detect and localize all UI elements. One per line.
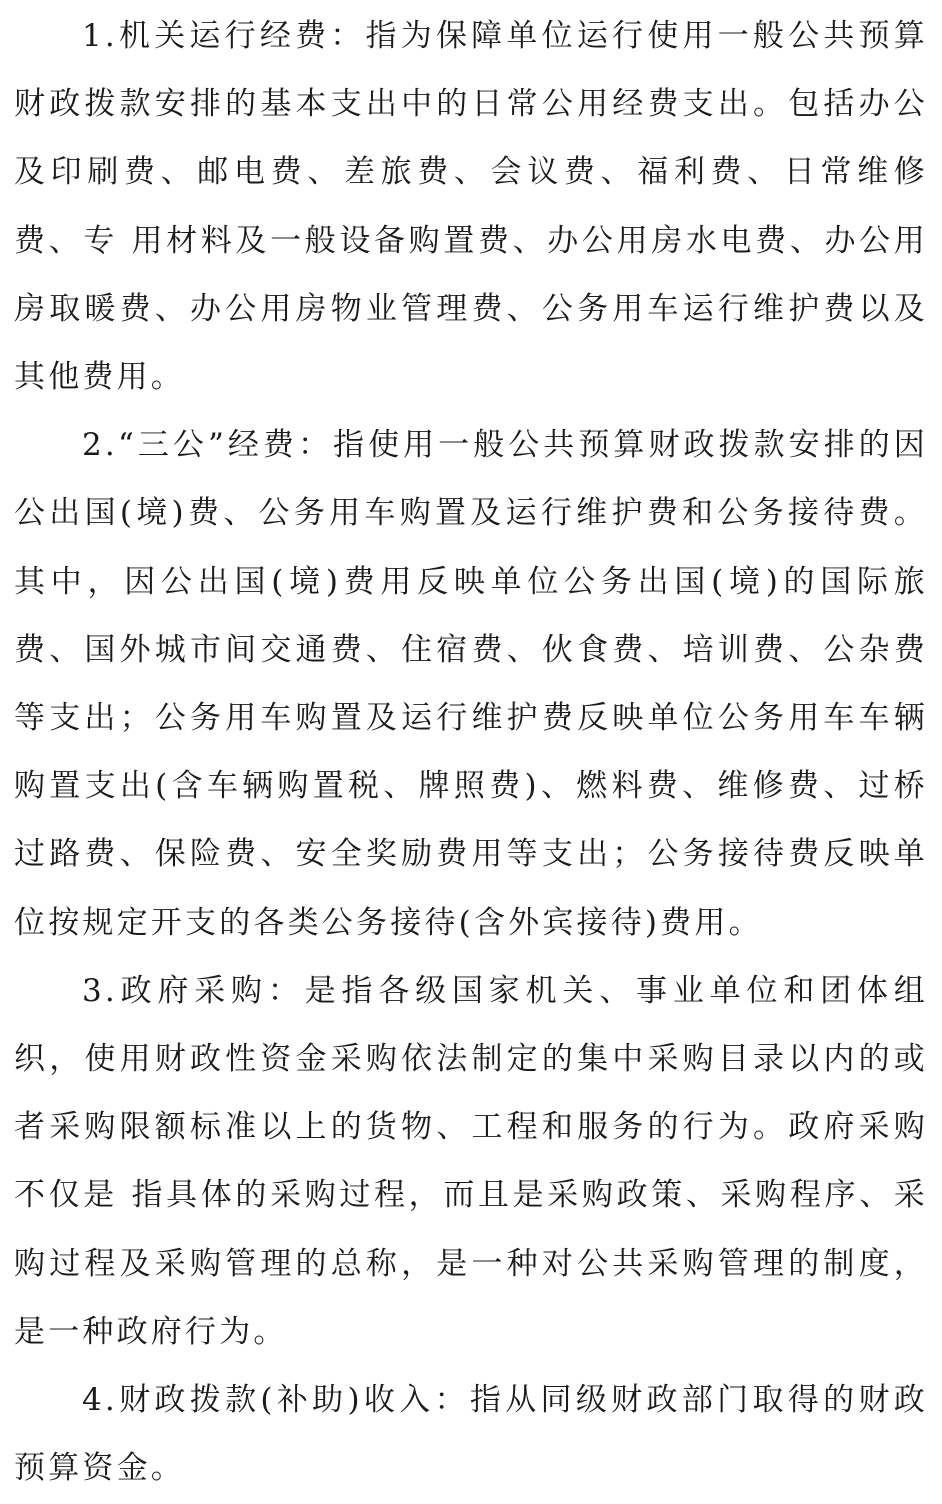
paragraph-operating-expenses	[14, 2, 928, 411]
paragraph-fiscal-allocation-income	[14, 1366, 928, 1502]
paragraph-text: 机关运行经费：指为保障单位运行使用一般公共预算财政拨款安排的基本支出中的日常公用经费支出。包括办公及印刷费、邮电费、差旅费、会议费、福利费、日常维修费、专 用材料及一般设备购置费、办公用房水电费、办公用房取暖费、办公用房物业管理费、公务用车运行维护费以及其他费用。	[14, 18, 928, 396]
paragraph-text: 政府采购：是指各级国家机关、事业单位和团体组织，使用财政性资金采购依法制定的集中采购目录以内的或者采购限额标准以上的货物、工程和服务的行为。政府采购不仅是 指具体的采购过程，而且是采购政策、采购程序、采购过程及采购管理的总称，是一种对公共采购管理的制度，是一种政府行为。	[14, 972, 928, 1350]
paragraph-three-public-expenses	[14, 411, 928, 957]
paragraph-government-procurement	[14, 957, 928, 1366]
paragraph-number: 3.	[82, 972, 118, 1009]
document-page	[0, 2, 942, 1504]
paragraph-text: “三公”经费：指使用一般公共预算财政拨款安排的因公出国(境)费、公务用车购置及运行维护费和公务接待费。其中，因公出国(境)费用反映单位公务出国(境)的国际旅费、国外城市间交通费、住宿费、伙食费、培训费、公杂费等支出；公务用车购置及运行维护费反映单位公务用车车辆购置支出(含车辆购置税、牌照费)、燃料费、维修费、过桥过路费、保险费、安全奖励费用等支出；公务接待费反映单位按规定开支的各类公务接待(含外宾接待)费用。	[14, 427, 928, 941]
paragraph-number: 4.	[82, 1382, 118, 1419]
document-body	[14, 2, 928, 1502]
paragraph-text: 财政拨款(补助)收入：指从同级财政部门取得的财政预算资金。	[14, 1382, 928, 1487]
paragraph-number: 2.	[82, 427, 118, 464]
paragraph-number: 1.	[82, 18, 118, 54]
